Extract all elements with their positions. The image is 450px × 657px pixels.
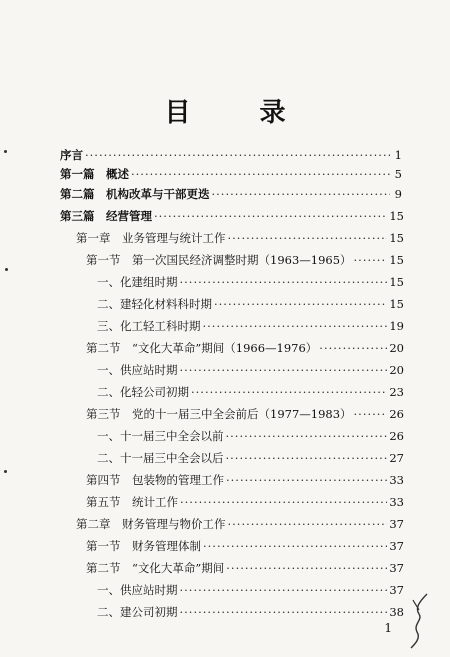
- toc-entry-page: 15: [389, 253, 404, 267]
- toc-entry-label: 第二节 “文化大革命”期间: [86, 561, 225, 575]
- toc-entry: [60, 167, 402, 181]
- toc-entry: [86, 473, 404, 487]
- toc-entry: [97, 275, 404, 289]
- page-number: 1: [384, 621, 392, 635]
- toc-entry-page: 38: [389, 605, 404, 619]
- toc-entry-page: 37: [389, 517, 404, 531]
- toc-entry-page: 15: [389, 275, 404, 289]
- leader-dots: [226, 473, 387, 487]
- toc-entry-page: 33: [389, 495, 404, 509]
- toc-entry-label: 第一节 第一次国民经济调整时期（1963—1965）: [86, 253, 352, 267]
- toc-entry: [60, 187, 402, 201]
- scan-speck: [4, 150, 7, 153]
- toc-entry: [60, 209, 404, 223]
- leader-dots: [191, 385, 387, 399]
- toc-entry-label: 二、建轻化材料科时期: [97, 297, 212, 311]
- toc-entry-label: 一、十一届三中全会以前: [97, 429, 224, 443]
- toc-entry: [60, 148, 402, 162]
- toc-entry: [97, 429, 404, 443]
- toc-entry-page: 15: [389, 297, 404, 311]
- toc-entry-page: 27: [389, 451, 404, 465]
- toc-entry-page: 9: [394, 187, 402, 201]
- leader-dots: [85, 148, 390, 162]
- leader-dots: [228, 231, 388, 245]
- leader-dots: [226, 451, 388, 465]
- toc-entry-label: 第一篇 概述: [60, 167, 129, 181]
- toc-entry-page: 37: [389, 583, 404, 597]
- toc-entry: [97, 451, 404, 465]
- toc-entry: [86, 539, 404, 553]
- toc-entry-page: 1: [394, 148, 402, 162]
- toc-entry-page: 37: [389, 539, 404, 553]
- toc-entry-page: 5: [394, 167, 402, 181]
- leader-dots: [203, 319, 388, 333]
- leader-dots: [212, 187, 391, 201]
- toc-entry-page: 19: [389, 319, 404, 333]
- toc-entry: [86, 341, 404, 355]
- toc-entry-page: 26: [389, 429, 404, 443]
- toc-entry: [86, 407, 404, 421]
- leader-dots: [226, 429, 388, 443]
- leader-dots: [354, 407, 388, 421]
- leader-dots: [319, 341, 387, 355]
- toc-entry-label: 二、十一届三中全会以后: [97, 451, 224, 465]
- toc-entry-label: 第四节 包装物的管理工作: [86, 473, 224, 487]
- leader-dots: [214, 297, 387, 311]
- toc-entry: [97, 385, 404, 399]
- toc-entry-page: 15: [389, 209, 404, 223]
- leader-dots: [203, 539, 387, 553]
- toc-entry-page: 26: [389, 407, 404, 421]
- toc-entry-label: 一、化建组时期: [97, 275, 178, 289]
- toc-entry-label: 第二篇 机构改革与干部更迭: [60, 187, 210, 201]
- leader-dots: [228, 517, 388, 531]
- toc-entry-label: 三、化工轻工科时期: [97, 319, 201, 333]
- leader-dots: [180, 583, 388, 597]
- scan-speck: [4, 470, 7, 473]
- leader-dots: [154, 209, 387, 223]
- leader-dots: [180, 495, 387, 509]
- toc-entry-label: 一、供应站时期: [97, 583, 178, 597]
- toc-entry: [97, 583, 404, 597]
- toc-entry: [86, 561, 404, 575]
- toc-entry: [97, 297, 404, 311]
- toc-entry-page: 37: [389, 561, 404, 575]
- toc-entry-label: 第二节 “文化大革命”期间（1966—1976）: [86, 341, 318, 355]
- toc-entry-label: 第三节 党的十一届三中全会前后（1977—1983）: [86, 407, 352, 421]
- scan-speck: [5, 268, 8, 271]
- toc-entry-page: 20: [389, 363, 404, 377]
- leader-dots: [131, 167, 390, 181]
- toc-entry: [97, 363, 404, 377]
- toc-entry: [76, 517, 404, 531]
- toc-entry: [86, 495, 404, 509]
- toc-entry: [86, 253, 404, 267]
- toc-entry-label: 第一节 财务管理体制: [86, 539, 201, 553]
- leader-dots: [180, 363, 388, 377]
- toc-entry-label: 序言: [60, 148, 83, 162]
- toc-entry: [76, 231, 404, 245]
- leader-dots: [180, 275, 388, 289]
- toc-entry-page: 33: [389, 473, 404, 487]
- handwritten-mark: [405, 590, 435, 650]
- toc-entry: [97, 319, 404, 333]
- leader-dots: [226, 561, 387, 575]
- toc-entry-label: 第二章 财务管理与物价工作: [76, 517, 226, 531]
- toc-entry-label: 二、建公司初期: [97, 605, 178, 619]
- leader-dots: [354, 253, 388, 267]
- toc-entry-label: 第一章 业务管理与统计工作: [76, 231, 226, 245]
- page-title: 目 录: [164, 98, 316, 128]
- toc-entry-label: 第三篇 经营管理: [60, 209, 152, 223]
- toc-entry: [97, 605, 404, 619]
- toc-entry-page: 15: [389, 231, 404, 245]
- toc-entry-page: 20: [389, 341, 404, 355]
- toc-entry-label: 二、化轻公司初期: [97, 385, 189, 399]
- toc-entry-page: 23: [389, 385, 404, 399]
- toc-entry-label: 一、供应站时期: [97, 363, 178, 377]
- leader-dots: [180, 605, 388, 619]
- toc-entry-label: 第五节 统计工作: [86, 495, 178, 509]
